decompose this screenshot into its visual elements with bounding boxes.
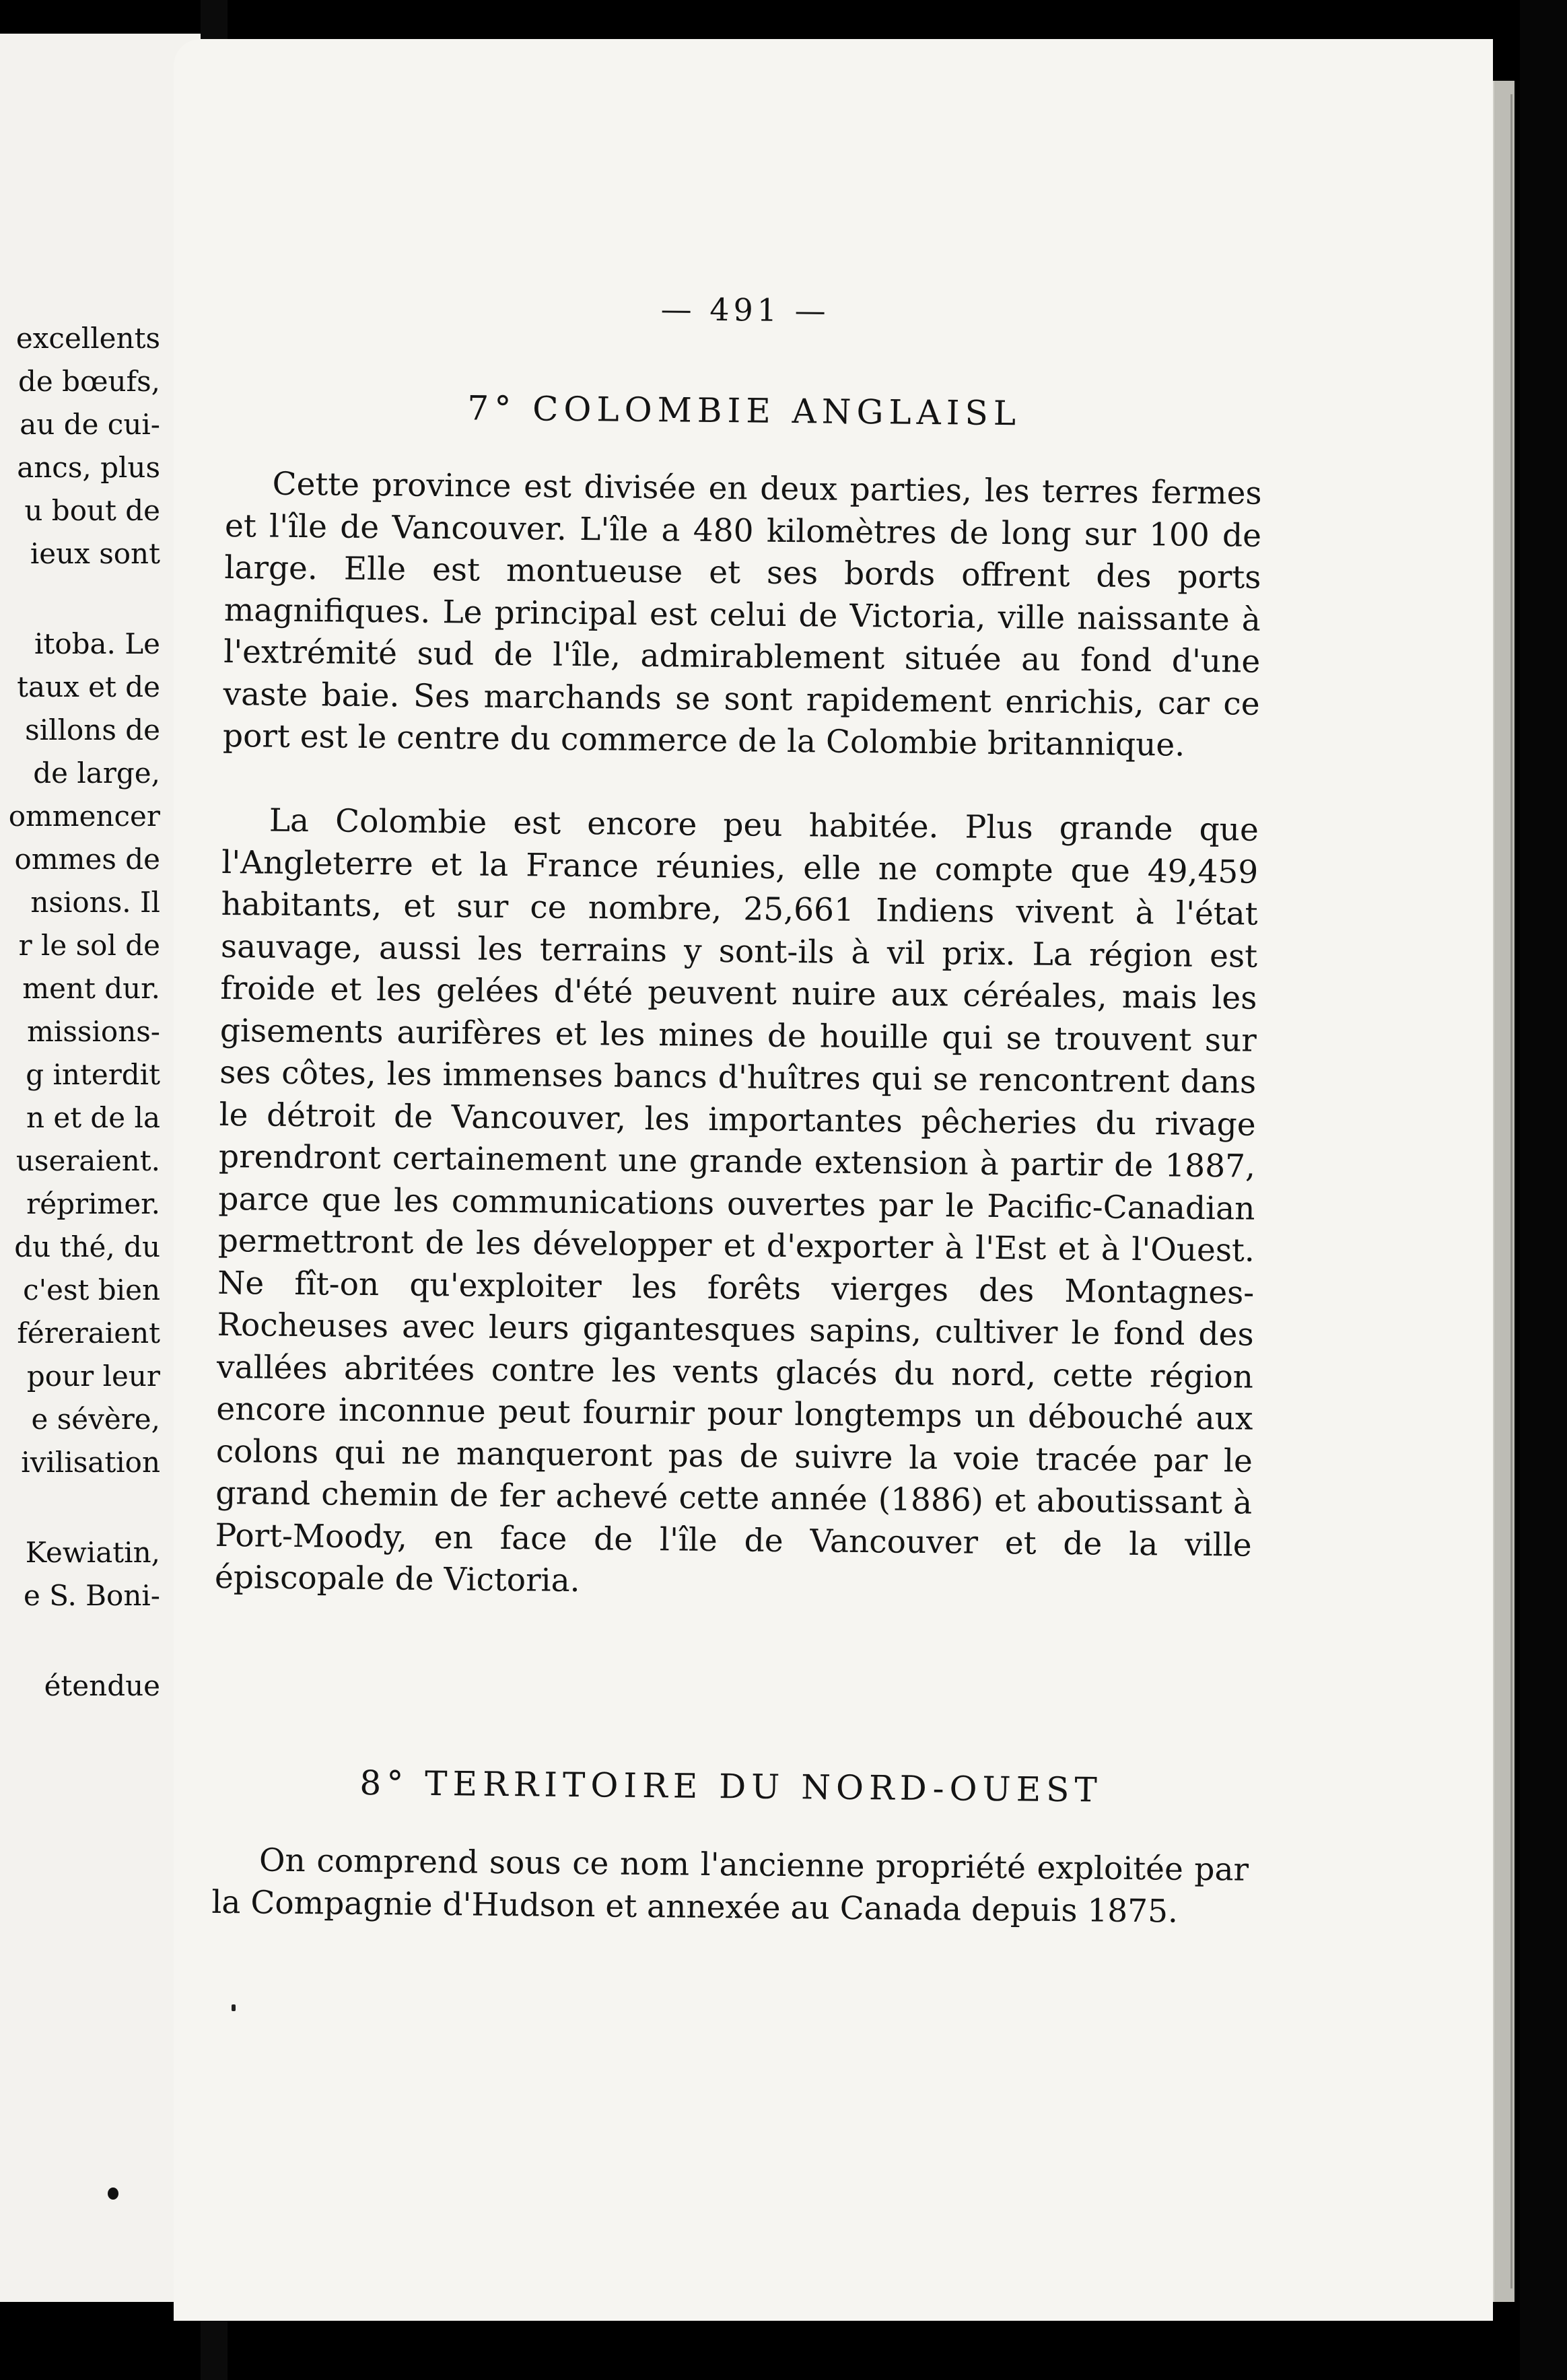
left-line: taux et de (17, 670, 160, 703)
left-line: e S. Boni- (23, 1579, 160, 1612)
left-line: c'est bien (23, 1273, 160, 1306)
left-line: ommes de (14, 843, 160, 876)
left-line: nsions. Il (30, 886, 160, 919)
left-line: féreraient (17, 1317, 160, 1350)
left-line: étendue (44, 1669, 160, 1702)
left-line: ivilisation (21, 1446, 160, 1479)
left-line: ieux sont (30, 537, 160, 570)
left-line: excellents (15, 322, 160, 355)
left-line: n et de la (26, 1101, 160, 1134)
left-line: ment dur. (22, 972, 160, 1005)
paragraph: La Colombie est encore peu habitée. Plus grande que l'Angleterre et la France réunies, elle ne compte que 49,459 habitants, et sur ce nombre, 25,661 Indiens vivent à l'état sauvage, aussi les terrains y sont-ils à vil prix. La région est froide et les gelées d'été peuvent nuire aux céréales, mais les gisements aurifères et les mines de houille qui se trouvent sur ses côtes, les immenses bancs d'huîtres qui se rencontrent dans le détroit de Vancouver, les importantes pêcheries du rivage prendront certainement une grande extension à partir de 1887, parce que les communications ouvertes par le Pacific-Canadian permettront de les développer et d'exporter à l'Est et à l'Ouest. Ne fît-on qu'exploiter les forêts vierges des Montagnes-Rocheuses avec leurs gigantesques sapins, cultiver le fond des vallées abritées contre les vents glacés du nord, cette région encore inconnue peut fournir pour longtemps un débouché aux colons qui ne manqueront pas de suivre la voie tracée par le grand chemin de fer achevé cette année (1886) et aboutissant à Port-Moody, en face de l'île de Vancouver et de la ville épiscopale de Victoria. (214, 802, 1259, 1600)
page-number: — 491 — (660, 291, 830, 329)
ink-dot (108, 2188, 118, 2200)
scan-speck (232, 2004, 236, 2011)
left-line: de bœufs, (18, 365, 160, 398)
section-heading-territoire: 8° TERRITOIRE DU NORD-OUEST (359, 1763, 1103, 1810)
left-line: pour leur (26, 1360, 160, 1393)
section-heading-colombie: 7° COLOMBIE ANGLAISL (467, 388, 1022, 433)
left-line: missions- (27, 1015, 160, 1048)
previous-page-strip (0, 34, 201, 2302)
left-line: ancs, plus (17, 451, 160, 484)
left-line: g interdit (26, 1058, 160, 1091)
scan-background (1520, 0, 1567, 2380)
left-line: de large, (33, 757, 160, 790)
left-line: ommencer (8, 800, 160, 833)
left-line: u bout de (24, 494, 160, 527)
paragraph: Cette province est divisée en deux parties, les terres fermes et l'île de Vancouver. L'île a 480 kilomètres de long sur 100 de large. Elle est montueuse et ses bords offrent des ports magnifiques. Le principal est celui de Victoria, ville naissante à l'extrémité sud de l'île, admirablement située au fond d'une vaste baie. Ses marchands se sont rapidement enrichis, car ce port est le centre du commerce de la Colombie britannique. (222, 465, 1262, 764)
left-line: réprimer. (26, 1187, 160, 1220)
left-line: useraient. (15, 1144, 160, 1177)
left-line: r le sol de (18, 929, 160, 962)
left-line: du thé, du (14, 1230, 160, 1263)
left-line: au de cui- (20, 408, 160, 441)
left-line: itoba. Le (34, 627, 160, 660)
left-line: sillons de (25, 713, 160, 746)
page-edge-line (1510, 94, 1512, 2288)
paragraph: On comprend sous ce nom l'ancienne propriété exploitée par la Compagnie d'Hudson et annexée au Canada depuis 1875. (211, 1842, 1249, 1930)
page-text-block (211, 39, 1266, 1930)
left-line: e sévère, (31, 1403, 160, 1436)
left-line: Kewiatin, (25, 1536, 160, 1569)
book-page (174, 39, 1493, 2321)
